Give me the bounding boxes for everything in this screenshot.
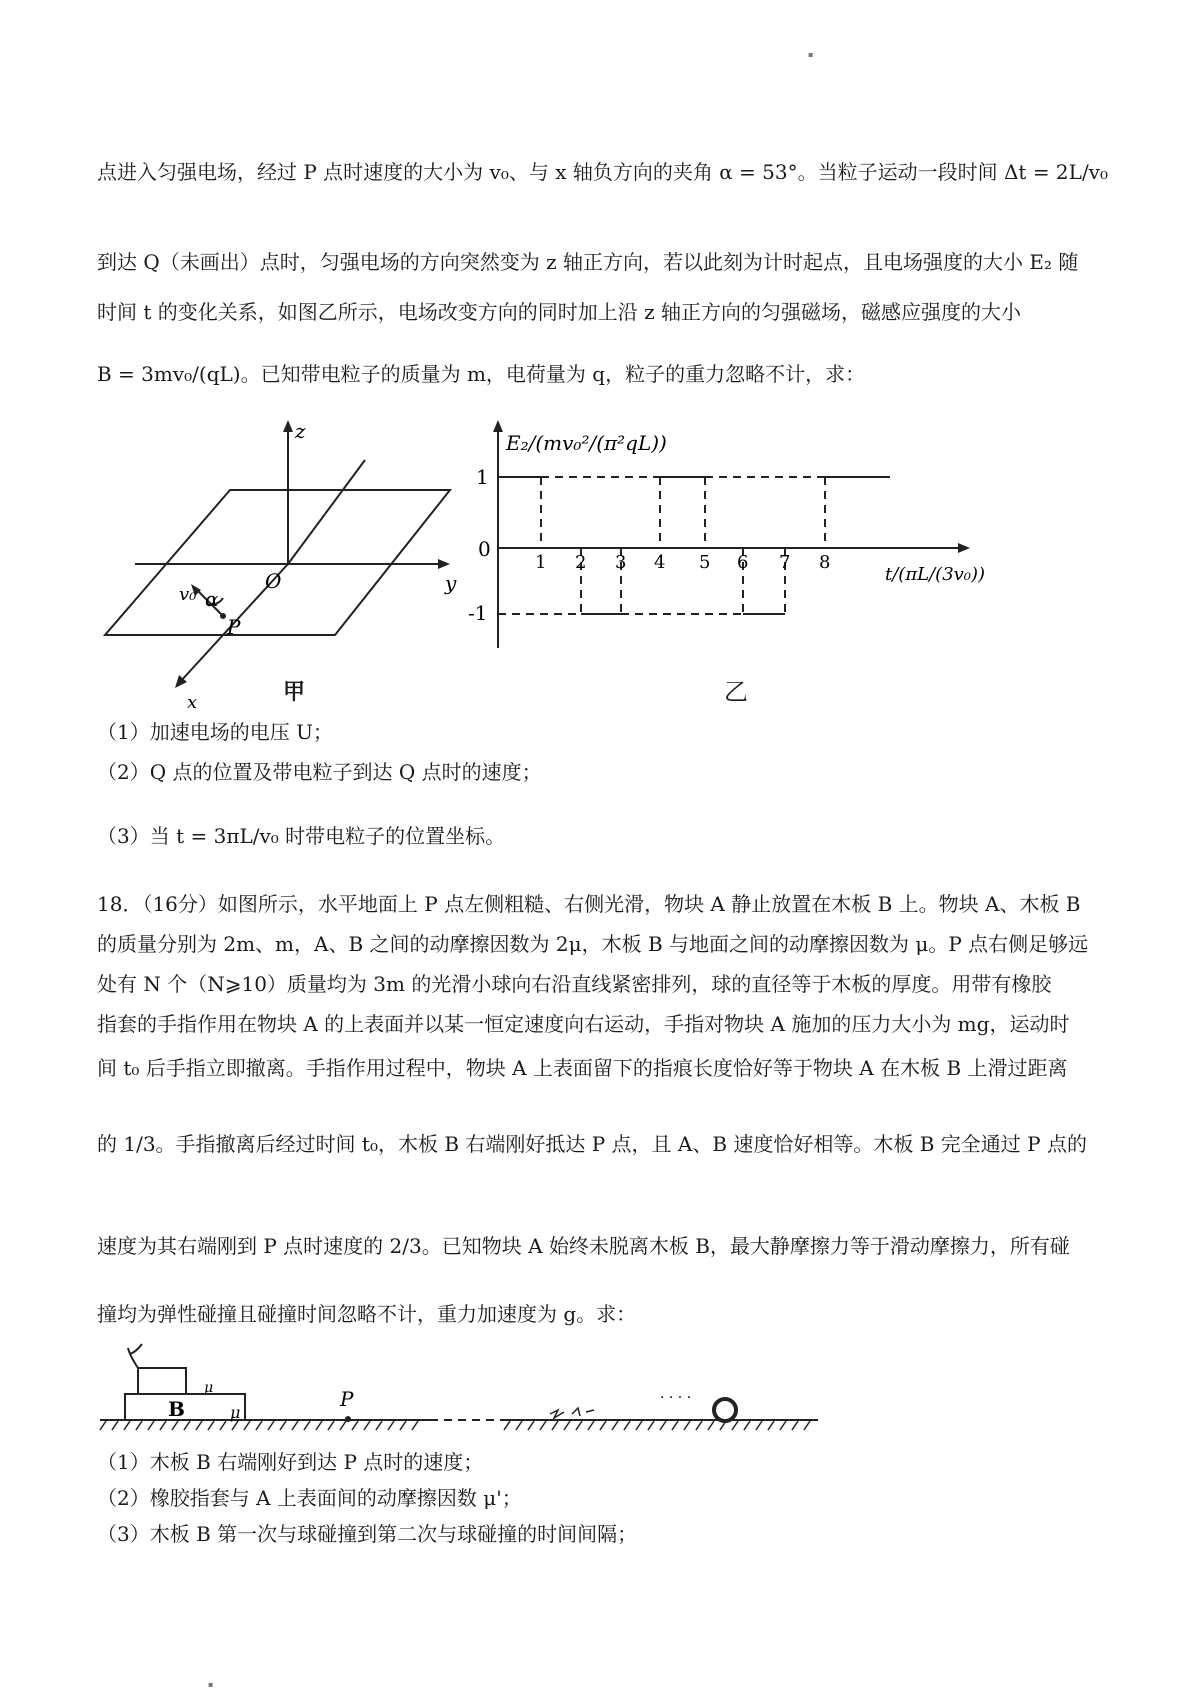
origin-label: O — [265, 569, 282, 593]
p18-line-1: 18．（16分）如图所示，水平地面上 P 点左侧粗糙、右侧光滑，物块 A 静止放置在木板 B 上。物块 A、木板 B — [97, 892, 1081, 916]
x-tick-3: 3 — [615, 552, 627, 573]
scan-speck: ▪ — [808, 50, 814, 59]
diagonal-line — [288, 460, 365, 564]
origin-tick: 0 — [478, 537, 491, 561]
p18-question-1: （1）木板 B 右端刚好到达 P 点时的速度； — [97, 1450, 484, 1474]
point-p — [220, 613, 226, 619]
y-arrowhead — [438, 559, 450, 569]
p18-line-6: 的 1/3。手指撤离后经过时间 t₀，木板 B 右端刚好抵达 P 点，且 A、B 速度恰好相等。木板 B 完全通过 P 点的 — [97, 1132, 1087, 1156]
t-axis-arrowhead — [958, 543, 970, 553]
e2-axis-arrowhead — [493, 420, 503, 432]
x-tick-4: 4 — [654, 552, 666, 573]
p-label: P — [227, 615, 241, 639]
label-b: B — [168, 1397, 185, 1421]
x-tick-6: 6 — [737, 552, 749, 573]
p18-line-8: 撞均为弹性碰撞且碰撞时间忽略不计，重力加速度为 g。求： — [97, 1302, 637, 1326]
p18-line-2: 的质量分别为 2m、m，A、B 之间的动摩擦因数为 2μ，木板 B 与地面之间的动摩擦因数为 μ。P 点右侧足够远 — [97, 932, 1089, 956]
board-b — [125, 1394, 245, 1420]
y-tick-neg1: -1 — [468, 601, 488, 625]
ellipsis-dots: · · · · — [660, 1390, 692, 1406]
p18-question-3: （3）木板 B 第一次与球碰撞到第二次与球碰撞的时间间隔； — [97, 1522, 638, 1546]
p17-question-2: （2）Q 点的位置及带电粒子到达 Q 点时的速度； — [97, 760, 542, 784]
v0-label: v₀ — [179, 584, 197, 605]
x-tick-2: 2 — [575, 552, 587, 573]
x-tick-7: 7 — [779, 552, 791, 573]
figure-yi — [470, 420, 1040, 700]
p17-line-4: B = 3mv₀/(qL)。已知带电粒子的质量为 m，电荷量为 q，粒子的重力忽略不计，求： — [97, 362, 866, 386]
x-label: x — [187, 692, 198, 713]
ground-hatching — [100, 1421, 810, 1430]
point-p-marker — [345, 1416, 351, 1422]
p18-line-5: 间 t₀ 后手指立即撤离。手指作用过程中，物块 A 上表面留下的指痕长度恰好等于物块 A 在木板 B 上滑过距离 — [97, 1056, 1068, 1080]
figure-yi-caption: 乙 — [724, 678, 748, 706]
p18-question-2: （2）橡胶指套与 A 上表面间的动摩擦因数 μ'； — [97, 1486, 522, 1510]
ball-trace — [550, 1408, 594, 1418]
x-tick-8: 8 — [819, 552, 831, 573]
figure-board-ball — [100, 1340, 820, 1440]
figure-jia — [95, 419, 475, 713]
ball — [714, 1399, 736, 1421]
xlabel: t/(πL/(3v₀)) — [885, 564, 986, 585]
y-label: y — [445, 571, 457, 595]
p17-line-2: 到达 Q（未画出）点时，匀强电场的方向突然变为 z 轴正方向，若以此刻为计时起点，且电场强度的大小 E₂ 随 — [97, 250, 1079, 274]
label-mu-ground: μ — [230, 1403, 241, 1422]
figure-jia-caption: 甲 — [283, 679, 306, 705]
p17-question-1: （1）加速电场的电压 U； — [97, 720, 333, 744]
p17-question-3: （3）当 t = 3πL/v₀ 时带电粒子的位置坐标。 — [97, 824, 506, 848]
z-label: z — [295, 419, 306, 443]
scan-speck-bottom: ▪ — [208, 1680, 214, 1689]
z-arrowhead — [283, 420, 293, 432]
y-tick-1: 1 — [476, 465, 489, 489]
ylabel: E₂/(mv₀²/(π²qL)) — [506, 431, 667, 455]
finger — [128, 1344, 142, 1368]
p18-line-7: 速度为其右端刚到 P 点时速度的 2/3。已知物块 A 始终未脱离木板 B，最大静摩擦力等于滑动摩擦力，所有碰 — [97, 1234, 1070, 1258]
xy-plane — [105, 490, 450, 635]
alpha-label: α — [205, 587, 219, 611]
p17-line-3: 时间 t 的变化关系，如图乙所示，电场改变方向的同时加上沿 z 轴正方向的匀强磁场，磁感应强度的大小 — [97, 300, 1022, 324]
p17-line-1: 点进入匀强电场，经过 P 点时速度的大小为 v₀、与 x 轴负方向的夹角 α = 53°。当粒子运动一段时间 Δt = 2L/v₀ — [97, 160, 1108, 184]
x-tick-1: 1 — [535, 552, 547, 573]
label-p: P — [340, 1387, 354, 1411]
p18-line-4: 指套的手指作用在物块 A 的上表面并以某一恒定速度向右运动，手指对物块 A 施加的压力大小为 mg，运动时 — [97, 1012, 1070, 1036]
x-tick-5: 5 — [699, 552, 711, 573]
p18-line-3: 处有 N 个（N⩾10）质量均为 3m 的光滑小球向右沿直线紧密排列，球的直径等于木板的厚度。用带有橡胶 — [97, 972, 1052, 996]
block-a — [138, 1368, 186, 1394]
label-mu-ab: μ — [204, 1380, 214, 1396]
